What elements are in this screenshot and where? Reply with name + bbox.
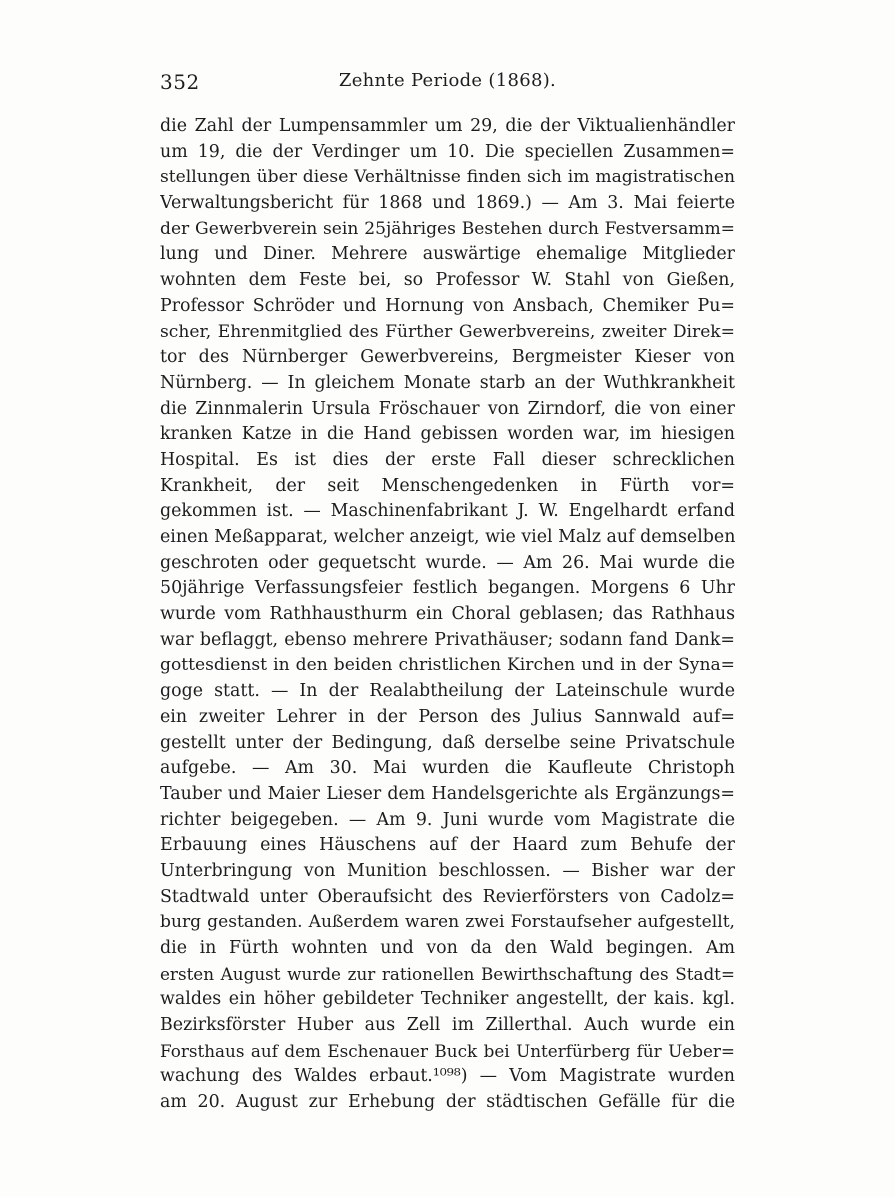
text-line: ersten August wurde zur rationellen Bewirthschaftung des Stadt= — [160, 963, 735, 984]
text-line: richter beigegeben. — Am 9. Juni wurde vom Magistrate die — [160, 809, 735, 830]
text-line: stellungen über diese Verhältnisse finden sich im magistratischen — [160, 167, 735, 188]
page-number: 352 — [160, 70, 200, 94]
text-line: die Zinnmalerin Ursula Fröschauer von Zirndorf, die von einer — [160, 398, 735, 419]
text-line: Nürnberg. — In gleichem Monate starb an der Wuthkrankheit — [160, 372, 735, 393]
text-line: wurde vom Rathhausthurm ein Choral geblasen; das Rathhaus — [160, 604, 735, 625]
text-line: wohnten dem Feste bei, so Professor W. Stahl von Gießen, — [160, 270, 735, 291]
text-line: Tauber und Maier Lieser dem Handelsgerichte als Ergänzungs= — [160, 783, 735, 804]
text-line: Unterbringung von Munition beschlossen. — Bisher war der — [160, 860, 735, 881]
text-line: Stadtwald unter Oberaufsicht des Revierförsters von Cadolz= — [160, 886, 735, 907]
text-line: tor des Nürnberger Gewerbvereins, Bergmeister Kieser von — [160, 347, 735, 368]
text-line: war beflaggt, ebenso mehrere Privathäuser; sodann fand Dank= — [160, 629, 735, 650]
text-line: gestellt unter der Bedingung, daß derselbe seine Privatschule — [160, 732, 735, 753]
text-line: die in Fürth wohnten und von da den Wald begingen. Am — [160, 938, 735, 958]
text-line: Bezirksförster Huber aus Zell im Zillerthal. Auch wurde ein — [160, 1015, 735, 1036]
text-line: einen Meßapparat, welcher anzeigt, wie viel Malz auf demselben — [160, 527, 735, 547]
text-line: aufgebe. — Am 30. Mai wurden die Kaufleute Christoph — [160, 758, 735, 779]
text-line: ein zweiter Lehrer in der Person des Julius Sannwald auf= — [160, 706, 735, 727]
text-line: Hospital. Es ist dies der erste Fall dieser schrecklichen — [160, 449, 735, 470]
text-line: kranken Katze in die Hand gebissen worden war, im hiesigen — [160, 424, 735, 445]
text-line: Verwaltungsbericht für 1868 und 1869.) — Am 3. Mai feierte — [160, 193, 735, 214]
text-line: Forsthaus auf dem Eschenauer Buck bei Unterfürberg für Ueber= — [160, 1040, 735, 1061]
text-line: um 19, die der Verdinger um 10. Die speciellen Zusammen= — [160, 141, 735, 162]
text-line: waldes ein höher gebildeter Techniker angestellt, der kais. kgl. — [160, 989, 735, 1010]
text-line: burg gestanden. Außerdem waren zwei Forstaufseher aufgestellt, — [160, 912, 735, 933]
text-line: geschroten oder gequetscht wurde. — Am 26. Mai wurde die — [160, 552, 735, 573]
text-line: gottesdienst in den beiden christlichen Kirchen und in der Syna= — [160, 655, 735, 676]
text-line: goge statt. — In der Realabtheilung der Lateinschule wurde — [160, 681, 735, 702]
text-line: gekommen ist. — Maschinenfabrikant J. W. Engelhardt erfand — [160, 501, 735, 522]
text-line: der Gewerbverein sein 25jähriges Bestehen durch Festversamm= — [160, 218, 735, 239]
text-line: Professor Schröder und Hornung von Ansbach, Chemiker Pu= — [160, 295, 735, 316]
text-line: Erbauung eines Häuschens auf der Haard zum Behufe der — [160, 835, 735, 856]
body-text — [160, 114, 735, 1116]
text-line: am 20. August zur Erhebung der städtischen Gefälle für die — [160, 1092, 735, 1113]
text-line: wachung des Waldes erbaut.¹⁰⁹⁸) — Vom Magistrate wurden — [160, 1066, 735, 1087]
text-line: die Zahl der Lumpensammler um 29, die der Viktualienhändler — [160, 116, 735, 136]
text-line: scher, Ehrenmitglied des Fürther Gewerbvereins, zweiter Direk= — [160, 321, 735, 342]
page-header — [160, 70, 735, 100]
text-line: lung und Diner. Mehrere auswärtige ehemalige Mitglieder — [160, 244, 735, 265]
text-line: 50jährige Verfassungsfeier festlich begangen. Morgens 6 Uhr — [160, 578, 735, 599]
running-head: Zehnte Periode (1868). — [338, 70, 557, 91]
text-line: Krankheit, der seit Menschengedenken in Fürth vor= — [160, 475, 735, 496]
